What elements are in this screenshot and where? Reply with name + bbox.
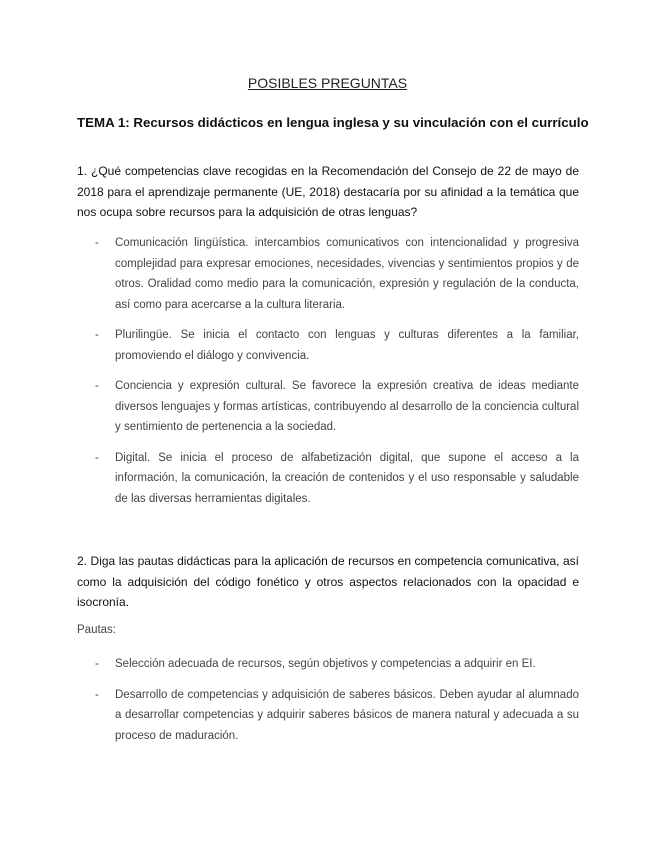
list-item-text: Selección adecuada de recursos, según objetivos y competencias a adquirir en EI.	[115, 658, 536, 670]
list-item-text: Conciencia y expresión cultural. Se favorece la expresión creativa de ideas mediante diversos lenguajes y formas artísticas, contribuyendo al desarrollo de la conciencia cultural y sentimiento de pertenencia a la sociedad.	[115, 380, 579, 433]
list-item	[95, 685, 579, 747]
list-item	[95, 325, 579, 366]
bullet-dash: -	[95, 329, 99, 341]
list-item-text: Comunicación lingüística. intercambios comunicativos con intencionalidad y progresiva complejidad para expresar emociones, necesidades, vivencias y sentimientos propios y de otros. Oralidad como medio para la comunicación, expresión y regulación de la conducta, así como para acercarse a la cultura literaria.	[115, 237, 579, 311]
question-2-answer-list	[95, 654, 579, 756]
list-item-text: Plurilingüe. Se inicia el contacto con lenguas y culturas diferentes a la familiar, promoviendo el diálogo y convivencia.	[115, 329, 579, 362]
list-item	[95, 233, 579, 315]
list-item	[95, 376, 579, 438]
bullet-dash: -	[95, 688, 99, 701]
question-1: 1. ¿Qué competencias clave recogidas en la Recomendación del Consejo de 22 de mayo de 2018 para el aprendizaje permanente (UE, 2018) destacaría por su afinidad a la temática que nos ocupa sobre recursos para la adquisición de otras lenguas?	[77, 164, 579, 219]
document-title: POSIBLES PREGUNTAS	[247, 75, 408, 91]
pautas-label: Pautas:	[77, 624, 116, 636]
list-item	[95, 448, 579, 510]
list-item	[95, 654, 579, 675]
topic-heading: TEMA 1: Recursos didácticos en lengua inglesa y su vinculación con el currículo	[77, 115, 589, 130]
bullet-dash: -	[95, 237, 99, 249]
list-item-text: Digital. Se inicia el proceso de alfabetización digital, que supone el acceso a la información, la comunicación, la creación de contenidos y el uso responsable y saludable de las diversas herramientas digitales.	[115, 451, 579, 505]
bullet-dash: -	[95, 380, 99, 392]
bullet-dash: -	[95, 451, 99, 464]
list-item-text: Desarrollo de competencias y adquisición de saberes básicos. Deben ayudar al alumnado a desarrollar competencias y adquirir saberes básicos de manera natural y adecuada a su proceso de maduración.	[115, 688, 579, 742]
question-1-answer-list	[95, 233, 579, 519]
bullet-dash: -	[95, 658, 99, 670]
question-2: 2. Diga las pautas didácticas para la aplicación de recursos en competencia comunicativa, así como la adquisición del código fonético y otros aspectos relacionados con la opacidad e isocronía.	[77, 554, 579, 609]
